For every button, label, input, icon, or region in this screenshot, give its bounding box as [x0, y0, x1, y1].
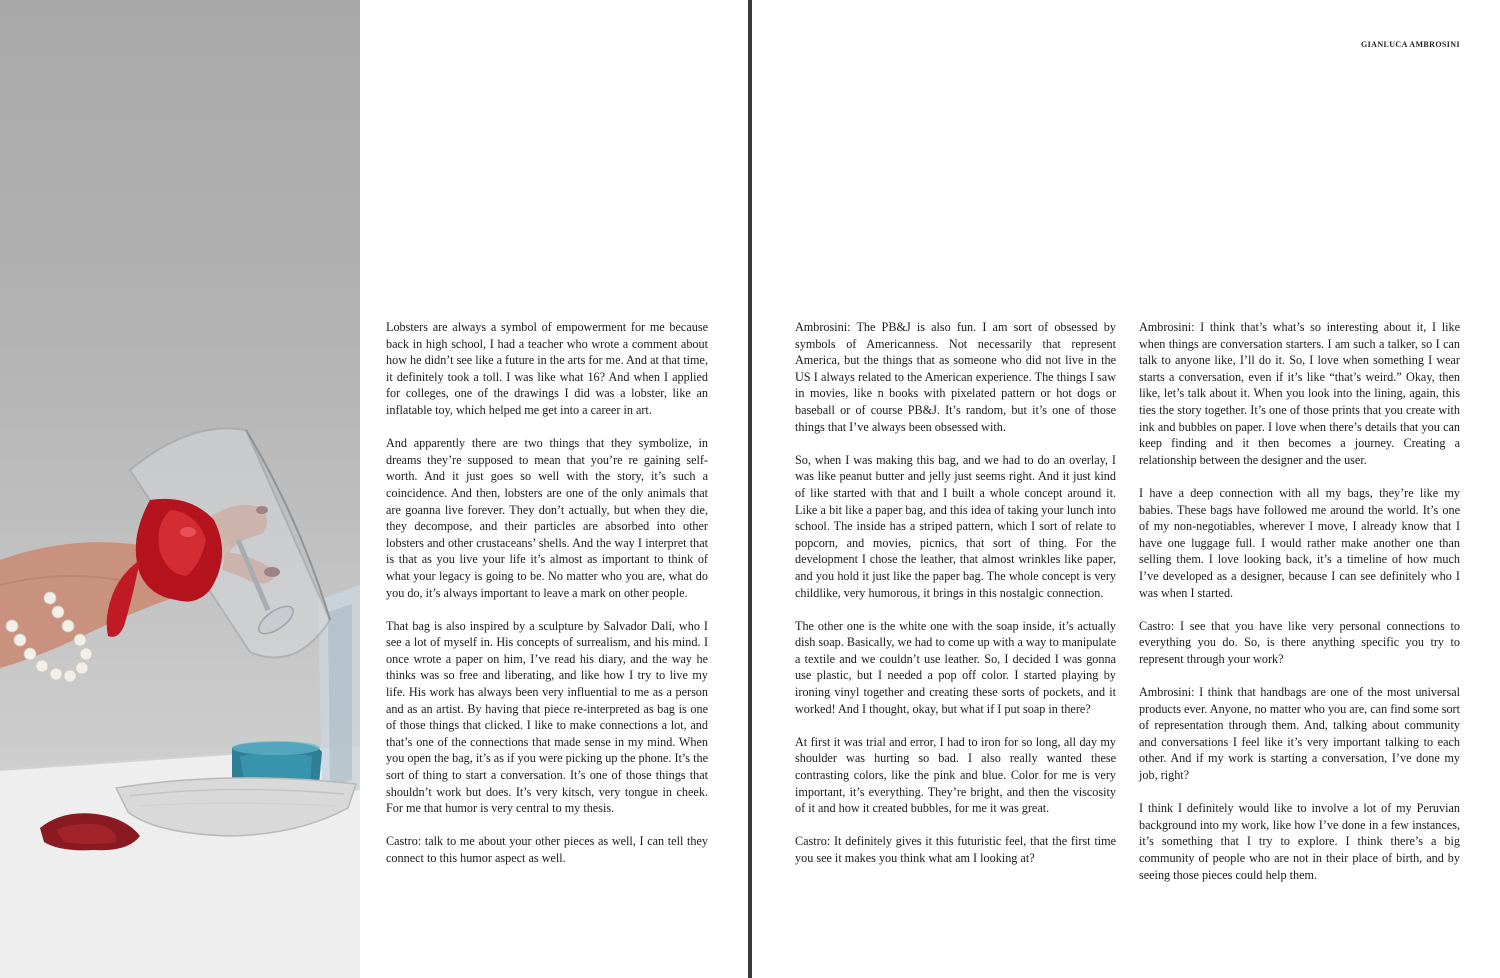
paragraph: Ambrosini: I think that handbags are one of the most universal products ever. Anyone, no matter who you are, can find some sort of representation through them. And, talking about community and conversations I feel like it’s very important talking to each other. And if my work is starting a conversation, I’ve done my job, right?	[1139, 685, 1460, 783]
text-column-1	[386, 319, 708, 867]
paragraph: Castro: It definitely gives it this futuristic feel, that the first time you see it makes you think what am I looking at?	[795, 834, 1116, 865]
paragraph: Lobsters are always a symbol of empowerment for me because back in high school, I had a teacher who wrote a comment about how he didn’t see like a future in the arts for me. And at that time, it definitely took a toll. I was like what 16? And when I applied for colleges, one of the drawings I did was a lobster, like an inflatable toy, which helped me get into a career in art.	[386, 320, 708, 417]
paragraph: Ambrosini: I think that’s what’s so interesting about it, I like when things are conversation starters. I am such a talker, so I can talk to anyone like, I’ll do it. So, I love when something I wear starts a conversation, even if it’s like “that’s weird.” Okay, then like, let’s talk about it. When you look into the lining, again, this ties the story together. It’s one of those prints that you create with ink and bubbles on paper. I love when there’s details that you can keep finding and it then becomes a journey. Creating a relationship between the designer and the user.	[1139, 320, 1460, 467]
paragraph: So, when I was making this bag, and we had to do an overlay, I was like peanut butter and jelly just seems right. And it just kind of like started with that and I built a whole concept around it. Like a bit like a paper bag, and this idea of taking your lunch into school. The inside has a striped pattern, which I sort of relate to popcorn, and movies, picnics, that sort of thing. For the development I chose the leather, that almost wrinkles like paper, and you hold it just like the paper bag. The whole concept is very childlike, very humorous, it brings in this nostalgic connection.	[795, 452, 1116, 600]
paragraph: Castro: talk to me about your other pieces as well, I can tell they connect to this humor aspect as well.	[386, 834, 708, 865]
photo-illustration	[0, 0, 360, 978]
text-column-3	[1139, 319, 1460, 883]
text-column-2	[795, 319, 1116, 867]
paragraph: And apparently there are two things that they symbolize, in dreams they’re supposed to mean that you’re re gaining self-worth. And it just goes so well with the story, it’s such a coincidence. And then, lobsters are one of the only animals that are goanna live forever. They don’t actually, but when they die, they decompose, and their particles are absorbed into other lobsters and other crustaceans’ shells. And the way I interpret that is that as you live your life it’s almost as important to think of what your legacy is going to be. No matter who you are, what do you do, it’s always important to leave a mark on other people.	[386, 436, 708, 600]
paragraph: I think I definitely would like to involve a lot of my Peruvian background into my work, like how I’ve done in a few instances, it’s something that I try to explore. I think there’s a big community of people who are not in their place of birth, and by seeing those pieces could help them.	[1139, 801, 1460, 882]
paragraph: Ambrosini: The PB&J is also fun. I am sort of obsessed by symbols of Americanness. Not necessarily that represent America, but the things that as someone who did not live in the US I always related to the American experience. The things I saw in movies, like n books with pixelated pattern or hot dogs or baseball or of course PB&J. It’s random, but it’s one of those things that I’ve always been obsessed with.	[795, 320, 1116, 434]
editorial-photo	[0, 0, 360, 978]
paragraph: At first it was trial and error, I had to iron for so long, all day my shoulder was hurting so bad. I also really wanted these contrasting colors, like the pink and blue. Color for me is very important, it’s everything. They’re bright, and then the viscosity of it and how it created bubbles, for me it was great.	[795, 734, 1116, 816]
paragraph: The other one is the white one with the soap inside, it’s actually dish soap. Basically, we had to come up with a way to manipulate a textile and we couldn’t use leather. So, I decided I was gonna use plastic, but I needed a pop off color. I started playing by ironing vinyl together and creating these sorts of pockets, and it worked! And I thought, okay, but what if I put soap in there?	[795, 618, 1116, 716]
paragraph: I have a deep connection with all my bags, they’re like my babies. These bags have followed me around the world. It’s one of my non-negotiables, wherever I move, I already know that I have one luggage full. I would rather make another one than selling them. I love looking back, it’s a timeline of how much I’ve developed as a designer, because I can see definitely who I was when I started.	[1139, 485, 1460, 600]
paragraph: That bag is also inspired by a sculpture by Salvador Dalí, who I see a lot of myself in. His concepts of surrealism, and his mind. I once wrote a paper on him, I’ve read his diary, and the way he thinks was so free and liberating, and like how I try to live my life. His work has always been very influential to me as a person and as an artist. By having that piece re-interpreted as bag is one of those things that clicked. I like to make connections a lot, and that’s one of the connections that made sense in my mind. When you open the bag, it’s as if you were picking up the phone. It’s the sort of thing to start a conversation. It’s one of those things that shouldn’t work but does. It’s very kitsch, very tongue in cheek. For me that humor is very central to my thesis.	[386, 618, 708, 816]
running-head: GIANLUCA AMBROSINI	[1361, 40, 1460, 49]
paragraph: Castro: I see that you have like very personal connections to everything you do. So, is there anything specific you try to represent through your work?	[1139, 618, 1460, 666]
